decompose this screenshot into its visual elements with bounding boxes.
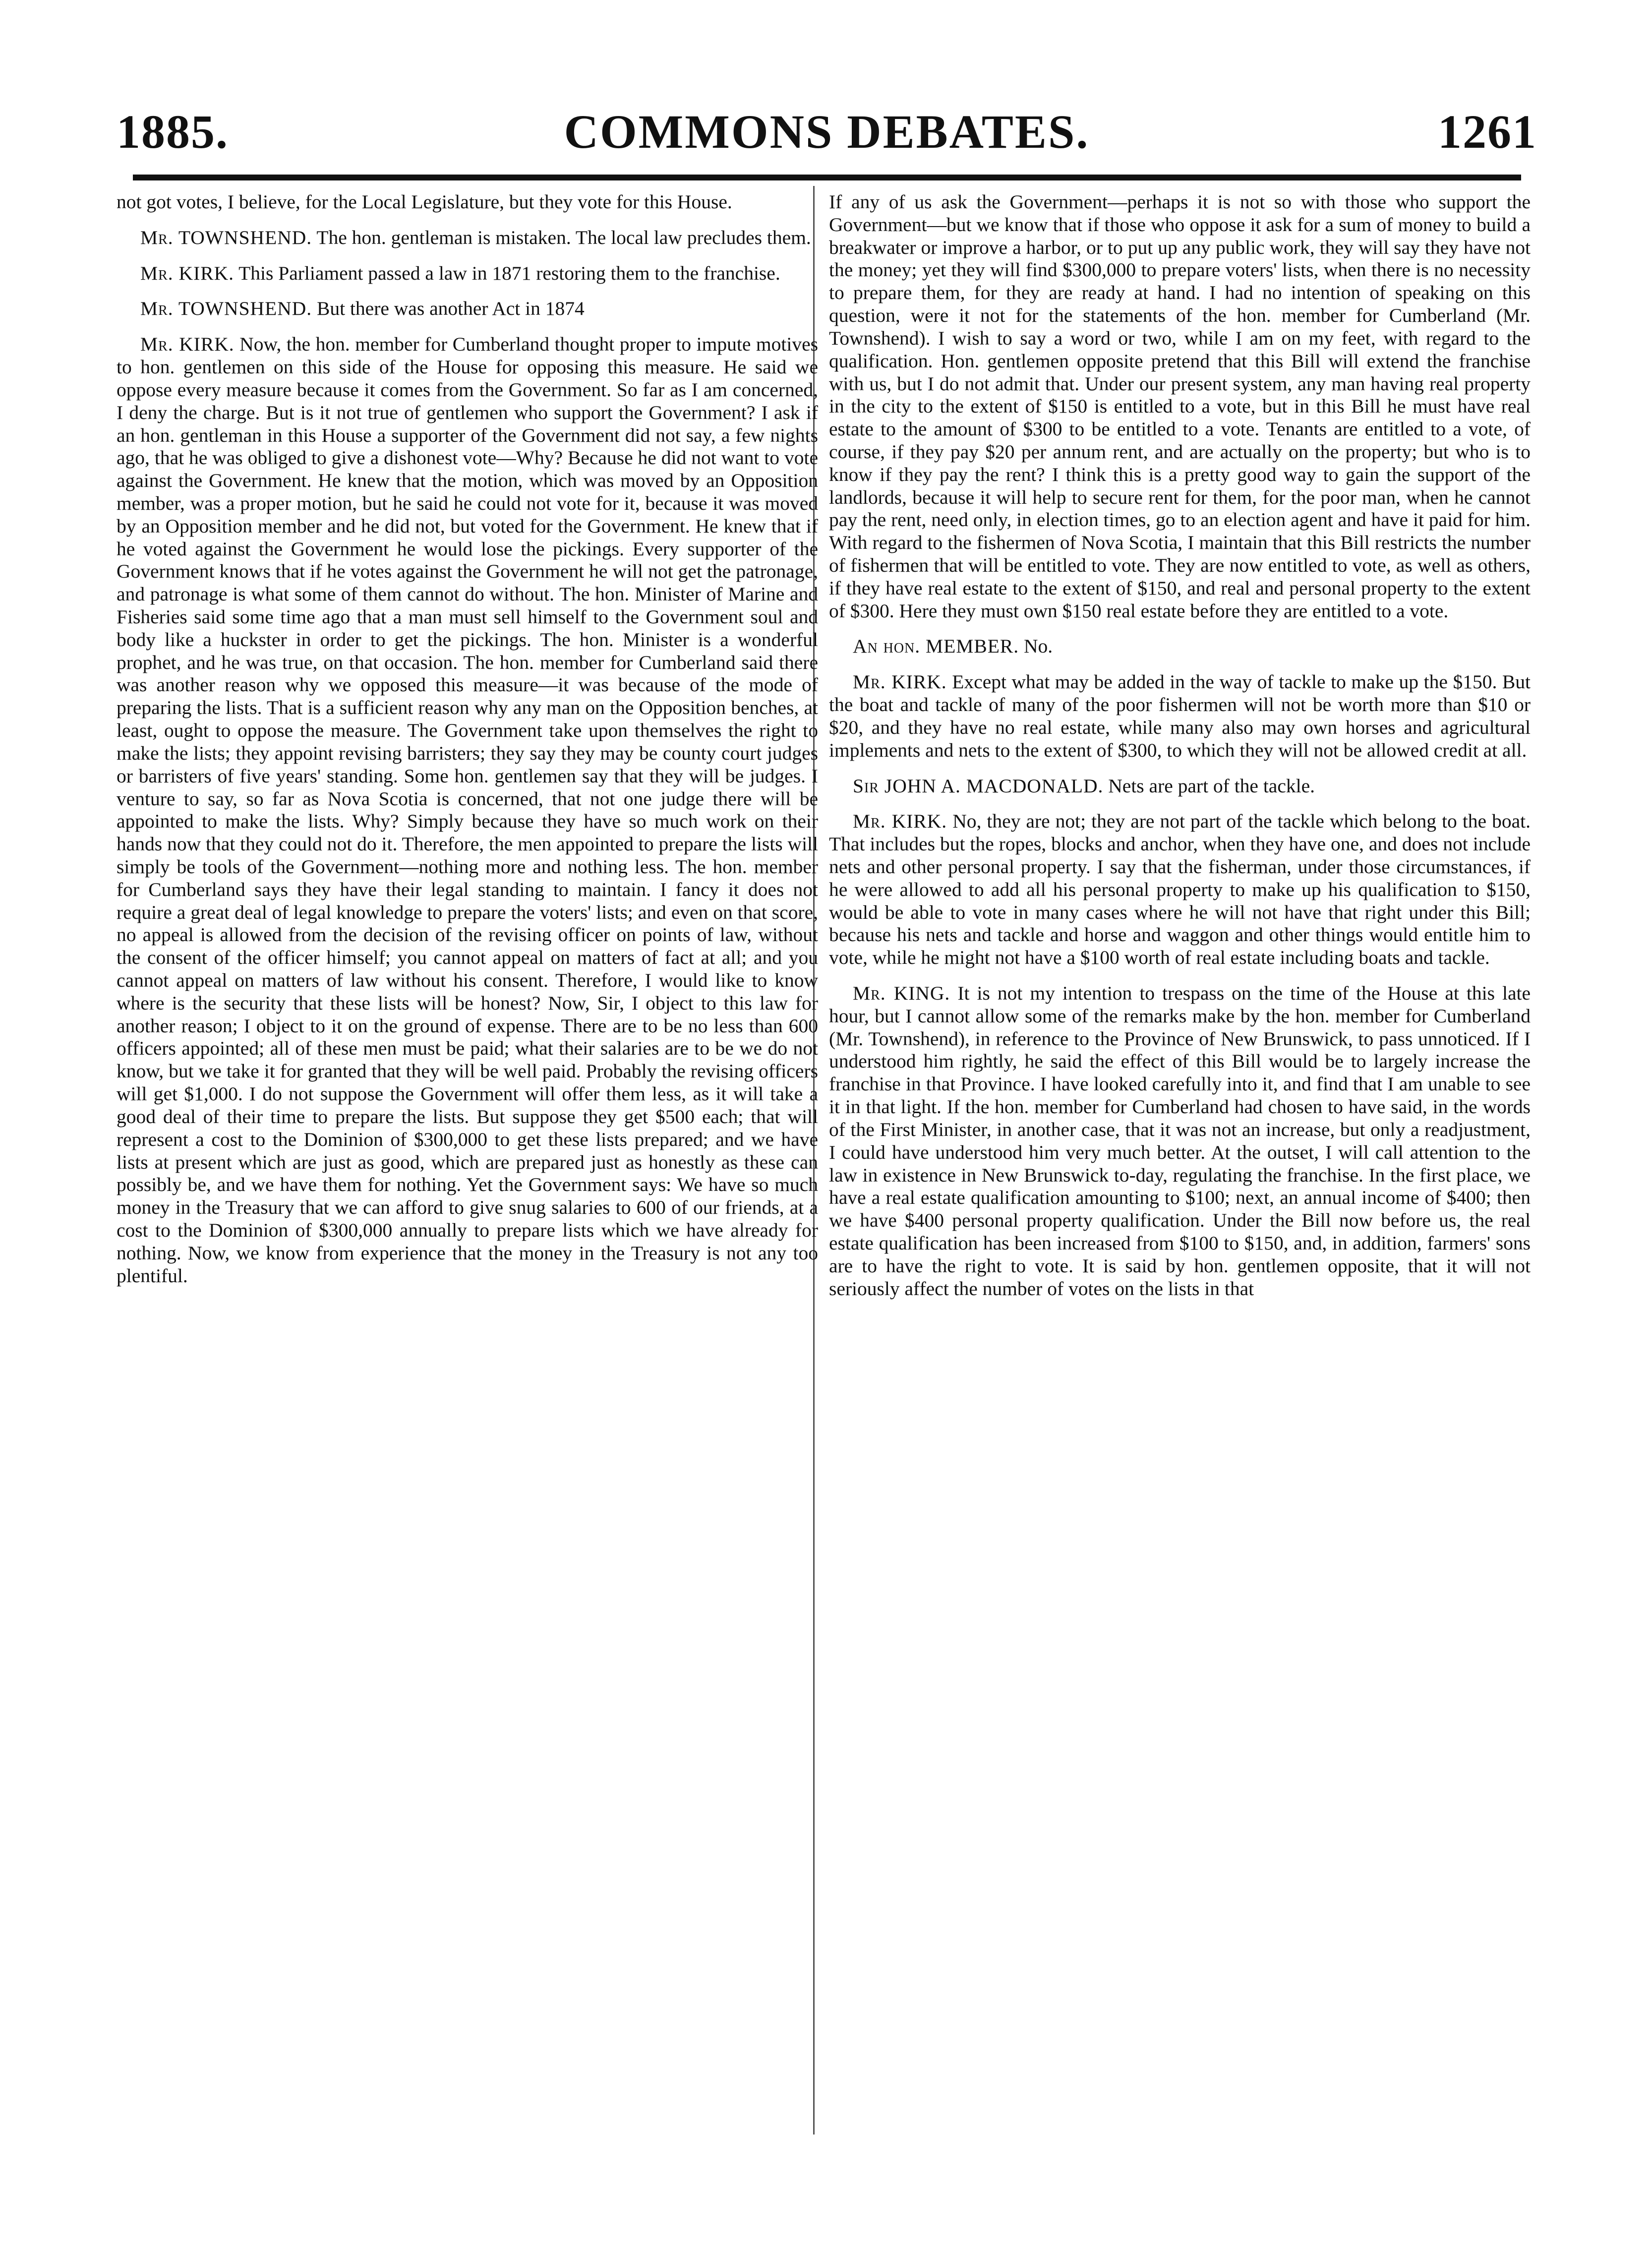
paragraph-text: The hon. gentleman is mistaken. The local law precludes them. xyxy=(316,226,811,248)
header-page-number: 1261 xyxy=(1438,105,1537,158)
paragraph xyxy=(829,810,1531,969)
speaker-name: Mr. KIRK. xyxy=(140,262,234,284)
paragraph-text: No, they are not; they are not part of the tackle which belong to the boat. That includes but the ropes, blocks and anchor, when they have one, and does not include nets and other personal property. I say that the fisherman, under those circumstances, if he were allowed to add all his personal property to make up his qualification to $150, would be able to vote in many cases where he will not have that right under this Bill; because his nets and tackle and horse and waggon and other things would entitle him to vote, while he might not have a $100 worth of real estate including boats and tackle. xyxy=(829,810,1531,969)
speaker-name: Mr. KIRK. xyxy=(853,671,947,693)
paragraph xyxy=(117,191,818,214)
speaker-name: Mr. KIRK. xyxy=(853,810,947,832)
speaker-name: Mr. TOWNSHEND. xyxy=(140,297,312,320)
speaker-name: Sir JOHN A. MACDONALD. xyxy=(853,774,1104,797)
paragraph xyxy=(829,671,1531,762)
header-rule xyxy=(133,175,1521,180)
left-column xyxy=(117,191,818,2144)
paragraph-text: Nets are part of the tackle. xyxy=(1108,774,1315,797)
paragraph-text: not got votes, I believe, for the Local Legislature, but they vote for this House. xyxy=(117,191,732,213)
paragraph-text: But there was another Act in 1874 xyxy=(317,297,585,320)
paragraph-text: Now, the hon. member for Cumberland thought proper to impute motives to hon. gentlemen on this side of the House for opposing this measure. He said we oppose every measure because it comes from the Government. So far as I am concerned, I deny the charge. But is it not true of gentlemen who support the Government? I ask if an hon. gentleman in this House a supporter of the Government did not say, a few nights ago, that he was obliged to give a dishonest vote—Why? Because he did not want to vote against the Government. He knew that the motion, which was moved by an Opposition member, was a proper motion, but he said he could not vote for it, because it was moved by an Opposition member and he did not, but voted for the Government. He knew that if he voted against the Government he would lose the pickings. Every supporter of the Government knows that if he votes against the Government he will not get the patronage, and patronage is what some of them cannot do without. The hon. Minister of Marine and Fisheries said some time ago that a man must sell himself to the Government soul and body like a huckster in order to get the pickings. The hon. Minister is a wonderful prophet, and he was true, on that occasion. The hon. member for Cumberland said there was another reason why we opposed this measure—it was because of the mode of preparing the lists. That is a sufficient reason why any man on the Opposition benches, at least, ought to oppose the measure. The Government take upon themselves the right to make the lists; they appoint revising barristers; they say they may be county court judges or barristers of five years' standing. Some hon. gentlemen say that they will be judges. I venture to say, so far as Nova Scotia is concerned, that not one judge there will be appointed to make the lists. Why? Simply because they have so much work on their hands now that they could not do it. Therefore, the men appointed to prepare the lists will simply be tools of the Government—nothing more and nothing less. The hon. member for Cumberland says they have their legal standing to maintain. I fancy it does not require a great deal of legal knowledge to prepare the voters' lists; and even on that score, no appeal is allowed from the decision of the revising officer on points of law, without the consent of the officer himself; you cannot appeal on matters of fact at all; and you cannot appeal on matters of law without his consent. Therefore, I would like to know where is the security that these lists will be honest? Now, Sir, I object to this law for another reason; I object to it on the ground of expense. There are to be no less than 600 officers appointed; all of these men must be paid; what their salaries are to be we do not know, but we take it for granted that they will be well paid. Probably the revising officers will get $1,000. I do not suppose the Government will offer them less, as it will take a good deal of their time to prepare the lists. But suppose they get $500 each; that will represent a cost to the Dominion of $300,000 to get these lists prepared; and we have lists at present which are just as good, which are prepared just as honestly as these can possibly be, and we have them for nothing. Yet the Government says: We have so much money in the Treasury that we can afford to give snug salaries to 600 of our friends, at a cost to the Dominion of $300,000 annually to prepare lists which we have already for nothing. Now, we know from experience that the money in the Treasury is not any too plentiful. xyxy=(117,333,818,1287)
paragraph-text: Except what may be added in the way of tackle to make up the $150. But the boat and tackle of many of the poor fishermen will not be worth more than $10 or $20, and they have no real estate, while many also may own horses and agricultural implements and nets to the extent of $300, to which they will not be allowed credit at all. xyxy=(829,671,1531,761)
header-year: 1885. xyxy=(117,105,229,158)
speaker-name: An hon. MEMBER. xyxy=(853,635,1019,657)
paragraph xyxy=(117,227,818,249)
page-header xyxy=(117,99,1537,174)
speaker-name: Mr. TOWNSHEND. xyxy=(140,226,312,248)
paragraph xyxy=(117,333,818,1287)
paragraph-text: This Parliament passed a law in 1871 restoring them to the franchise. xyxy=(238,262,780,284)
paragraph-text: It is not my intention to trespass on the time of the House at this late hour, but I cannot allow some of the remarks make by the hon. member for Cumberland (Mr. Townshend), in reference to the Province of New Brunswick, to pass unnoticed. If I understood him rightly, he said the effect of this Bill would be to largely increase the franchise in that Province. I have looked carefully into it, and find that I am unable to see it in that light. If the hon. member for Cumberland had chosen to have said, in the words of the First Minister, in another case, that it was not an increase, but only a readjustment, I could have understood him very much better. At the outset, I will call attention to the law in existence in New Brunswick to-day, regulating the franchise. In the first place, we have a real estate qualification amounting to $100; next, an annual income of $400; then we have $400 personal property qualification. Under the Bill now before us, the real estate qualification has been increased from $100 to $150, and, in addition, farmers' sons are to have the right to vote. It is said by hon. gentlemen opposite, that it will not seriously affect the number of votes on the lists in that xyxy=(829,982,1531,1300)
right-column xyxy=(829,191,1531,2144)
paragraph xyxy=(829,635,1531,658)
paragraph xyxy=(117,297,818,320)
speaker-name: Mr. KING. xyxy=(853,982,950,1004)
paragraph-text: If any of us ask the Government—perhaps it is not so with those who support the Government—but we know that if those who oppose it ask for a sum of money to build a breakwater or improve a harbor, or to put up any public work, they will say they have not the money; yet they will find $300,000 to prepare voters' lists, when there is no necessity to prepare them, for they are ready at hand. I had no intention of speaking on this question, were it not for the statements of the hon. member for Cumberland (Mr. Townshend). I wish to say a word or two, while I am on my feet, with regard to the qualification. Hon. gentlemen opposite pretend that this Bill will extend the franchise with us, but I do not admit that. Under our present system, any man having real property in the city to the extent of $150 is entitled to a vote, but in this Bill he must have real estate to the amount of $300 to be entitled to a vote. Tenants are entitled to a vote, of course, if they pay $20 per annum rent, and are actually on the property; but who is to know if they pay the rent? I think this is a pretty good way to gain the support of the landlords, because it will help to secure rent for them, for the poor man, when he cannot pay the rent, need only, in election times, go to an election agent and have it paid for him. With regard to the fishermen of Nova Scotia, I maintain that this Bill restricts the number of fishermen that will be entitled to vote. They are now entitled to vote, as well as others, if they have real estate to the extent of $150, and real and personal property to the extent of $300. Here they must own $150 real estate before they are entitled to a vote. xyxy=(829,191,1531,622)
paragraph xyxy=(117,262,818,285)
paragraph xyxy=(829,191,1531,622)
paragraph-text: No. xyxy=(1023,635,1053,657)
paragraph xyxy=(829,982,1531,1300)
speaker-name: Mr. KIRK. xyxy=(140,333,235,356)
paragraph xyxy=(829,775,1531,798)
header-title: COMMONS DEBATES. xyxy=(564,105,1090,158)
